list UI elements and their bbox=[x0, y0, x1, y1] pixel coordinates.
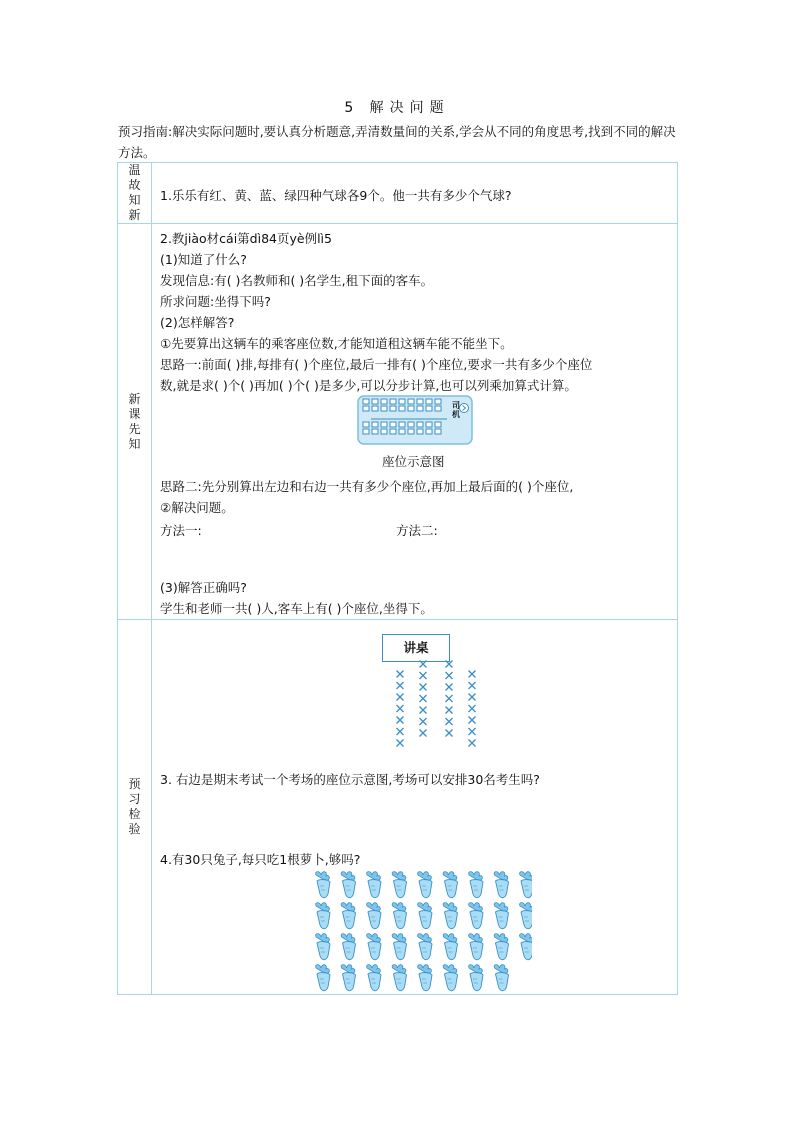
seat-x-mark bbox=[420, 684, 427, 691]
bus-seat bbox=[408, 399, 414, 404]
bus-seat bbox=[417, 429, 423, 434]
review-question: 1.乐乐有红、黄、蓝、绿四种气球各9个。他一共有多少个气球? bbox=[152, 163, 678, 224]
seat-x-mark bbox=[446, 661, 453, 668]
preview-guide: 预习指南:解决实际问题时,要认真分析题意,弄清数量间的关系,学会从不同的角度思考,找到不同的解决方法。 bbox=[118, 124, 676, 160]
bus-seat bbox=[435, 406, 441, 411]
carrot-icon bbox=[341, 903, 355, 929]
bus-seat bbox=[426, 399, 432, 404]
seat-x-mark bbox=[469, 728, 476, 735]
carrot-icon bbox=[520, 903, 532, 929]
row-review bbox=[118, 163, 678, 224]
question-three: 3. 右边是期末考试一个考场的座位示意图,考场可以安排30名考生吗? bbox=[160, 772, 540, 787]
bus-seat bbox=[390, 422, 396, 427]
seat-x-mark bbox=[446, 695, 453, 702]
bus-seat bbox=[381, 399, 387, 404]
worksheet-table bbox=[117, 162, 678, 995]
carrot-icon bbox=[341, 934, 355, 960]
seat-x-mark bbox=[397, 682, 404, 689]
exam-room-diagram bbox=[380, 634, 500, 766]
carrot-icon bbox=[494, 872, 508, 898]
carrot-icon bbox=[520, 872, 532, 898]
row-label-check: 预习检验 bbox=[128, 777, 141, 836]
carrot-icon bbox=[316, 872, 330, 898]
bus-seat bbox=[381, 406, 387, 411]
carrot-icon bbox=[392, 872, 406, 898]
carrot-icon bbox=[494, 965, 508, 991]
carrot-icon bbox=[367, 965, 381, 991]
bus-caption: 座位示意图 bbox=[382, 454, 445, 469]
carrot-icon bbox=[392, 903, 406, 929]
bus-seat bbox=[435, 429, 441, 434]
answer-line: 学生和老师一共( )人,客车上有( )个座位,坐得下。 bbox=[160, 601, 433, 616]
bus-seat bbox=[408, 429, 414, 434]
check-content bbox=[152, 620, 678, 995]
row-check bbox=[118, 620, 678, 995]
seat-x-mark bbox=[446, 707, 453, 714]
carrot-icon bbox=[316, 934, 330, 960]
bus-seat bbox=[363, 399, 369, 404]
bus-seat bbox=[408, 422, 414, 427]
lectern-box: 讲桌 bbox=[382, 634, 450, 662]
carrot-icon bbox=[469, 965, 483, 991]
seat-x-mark bbox=[469, 705, 476, 712]
carrot-icon bbox=[443, 934, 457, 960]
carrot-icon bbox=[418, 872, 432, 898]
method-two-label: 方法二: bbox=[396, 523, 438, 538]
bus-seat bbox=[372, 399, 378, 404]
bus-seat bbox=[417, 406, 423, 411]
asked-question: 所求问题:坐得下吗? bbox=[160, 294, 271, 309]
carrot-icon bbox=[341, 965, 355, 991]
label-cell-review bbox=[118, 163, 152, 224]
seat-x-mark bbox=[420, 707, 427, 714]
carrot-icon bbox=[469, 934, 483, 960]
seat-x-mark bbox=[469, 671, 476, 678]
bus-seat bbox=[426, 429, 432, 434]
bus-seat bbox=[390, 429, 396, 434]
bus-seat bbox=[399, 406, 405, 411]
seat-x-mark bbox=[446, 684, 453, 691]
seat-x-mark bbox=[469, 740, 476, 747]
step-two: ②解决问题。 bbox=[160, 500, 234, 515]
label-cell-new bbox=[118, 224, 152, 620]
carrot-illustration bbox=[302, 870, 532, 995]
seat-x-mark bbox=[397, 705, 404, 712]
check-answer: (3)解答正确吗? bbox=[160, 580, 247, 595]
bus-seat bbox=[399, 399, 405, 404]
new-content bbox=[152, 224, 678, 620]
carrot-icon bbox=[443, 872, 457, 898]
seat-x-mark bbox=[397, 728, 404, 735]
bus-seat bbox=[381, 429, 387, 434]
carrot-icon bbox=[494, 903, 508, 929]
seat-x-mark bbox=[420, 695, 427, 702]
seat-x-mark bbox=[397, 671, 404, 678]
found-info: 发现信息:有( )名教师和( )名学生,租下面的客车。 bbox=[160, 273, 434, 288]
carrot-icon bbox=[469, 903, 483, 929]
bus-seat bbox=[390, 406, 396, 411]
idea-one-line2: 数,就是求( )个( )再加( )个( )是多少,可以分步计算,也可以列乘加算式计算。 bbox=[160, 378, 577, 393]
bus-seat bbox=[435, 422, 441, 427]
carrot-icon bbox=[367, 903, 381, 929]
how-to-solve: (2)怎样解答? bbox=[160, 315, 235, 330]
carrot-icon bbox=[494, 934, 508, 960]
seat-x-mark bbox=[469, 717, 476, 724]
bus-seat bbox=[408, 406, 414, 411]
carrot-icon bbox=[316, 965, 330, 991]
bus-seat bbox=[381, 422, 387, 427]
seat-x-mark bbox=[446, 672, 453, 679]
seat-x-mark bbox=[469, 694, 476, 701]
carrots-grid bbox=[302, 870, 532, 995]
carrot-icon bbox=[443, 903, 457, 929]
carrot-icon bbox=[469, 872, 483, 898]
seat-x-mark bbox=[397, 740, 404, 747]
bus-seat bbox=[372, 422, 378, 427]
bus-seat-diagram bbox=[357, 395, 473, 445]
carrot-icon bbox=[418, 965, 432, 991]
carrot-icon bbox=[367, 872, 381, 898]
driver-label: 司机 bbox=[452, 401, 460, 419]
seat-x-mark bbox=[420, 718, 427, 725]
bus-seat bbox=[390, 399, 396, 404]
method-one-label: 方法一: bbox=[160, 523, 202, 538]
bus-seat bbox=[363, 422, 369, 427]
carrot-icon bbox=[392, 934, 406, 960]
row-new bbox=[118, 224, 678, 620]
carrot-icon bbox=[443, 965, 457, 991]
carrot-icon bbox=[316, 903, 330, 929]
carrot-icon bbox=[418, 934, 432, 960]
seat-x-mark bbox=[469, 682, 476, 689]
bus-seat bbox=[426, 422, 432, 427]
row-label-new: 新课先知 bbox=[128, 391, 141, 451]
bus-seat bbox=[417, 399, 423, 404]
bus-seat bbox=[372, 406, 378, 411]
carrot-icon bbox=[520, 934, 532, 960]
idea-two: 思路二:先分别算出左边和右边一共有多少个座位,再加上最后面的( )个座位, bbox=[160, 479, 574, 494]
bus-seat bbox=[426, 406, 432, 411]
carrot-icon bbox=[367, 934, 381, 960]
page-title: 5 解决问题 bbox=[344, 100, 450, 116]
bus-seat bbox=[399, 429, 405, 434]
seat-x-mark bbox=[420, 672, 427, 679]
bus-seat bbox=[372, 429, 378, 434]
seat-x-mark bbox=[397, 694, 404, 701]
seat-x-mark bbox=[446, 718, 453, 725]
idea-one-line1: 思路一:前面( )排,每排有( )个座位,最后一排有( )个座位,要求一共有多少个座位 bbox=[160, 357, 593, 372]
step-one: ①先要算出这辆车的乘客座位数,才能知道租这辆车能不能坐下。 bbox=[160, 336, 513, 351]
seat-x-mark bbox=[397, 717, 404, 724]
bus-seat bbox=[363, 406, 369, 411]
bus-seat bbox=[417, 422, 423, 427]
row-label-review: 温故知新 bbox=[128, 163, 141, 222]
known-question: (1)知道了什么? bbox=[160, 252, 247, 267]
question-four: 4.有30只兔子,每只吃1根萝卜,够吗? bbox=[160, 852, 361, 867]
bus-seat bbox=[435, 399, 441, 404]
seat-x-mark bbox=[420, 730, 427, 737]
seat-x-mark bbox=[446, 730, 453, 737]
carrot-icon bbox=[418, 903, 432, 929]
bus-seat bbox=[399, 422, 405, 427]
example-ref: 2.教jiào材cái第dì84页yè例lì5 bbox=[160, 231, 332, 246]
bus-seat bbox=[363, 429, 369, 434]
carrot-icon bbox=[341, 872, 355, 898]
seat-marks bbox=[380, 660, 500, 770]
carrot-icon bbox=[392, 965, 406, 991]
seat-x-mark bbox=[420, 661, 427, 668]
label-cell-check bbox=[118, 620, 152, 995]
